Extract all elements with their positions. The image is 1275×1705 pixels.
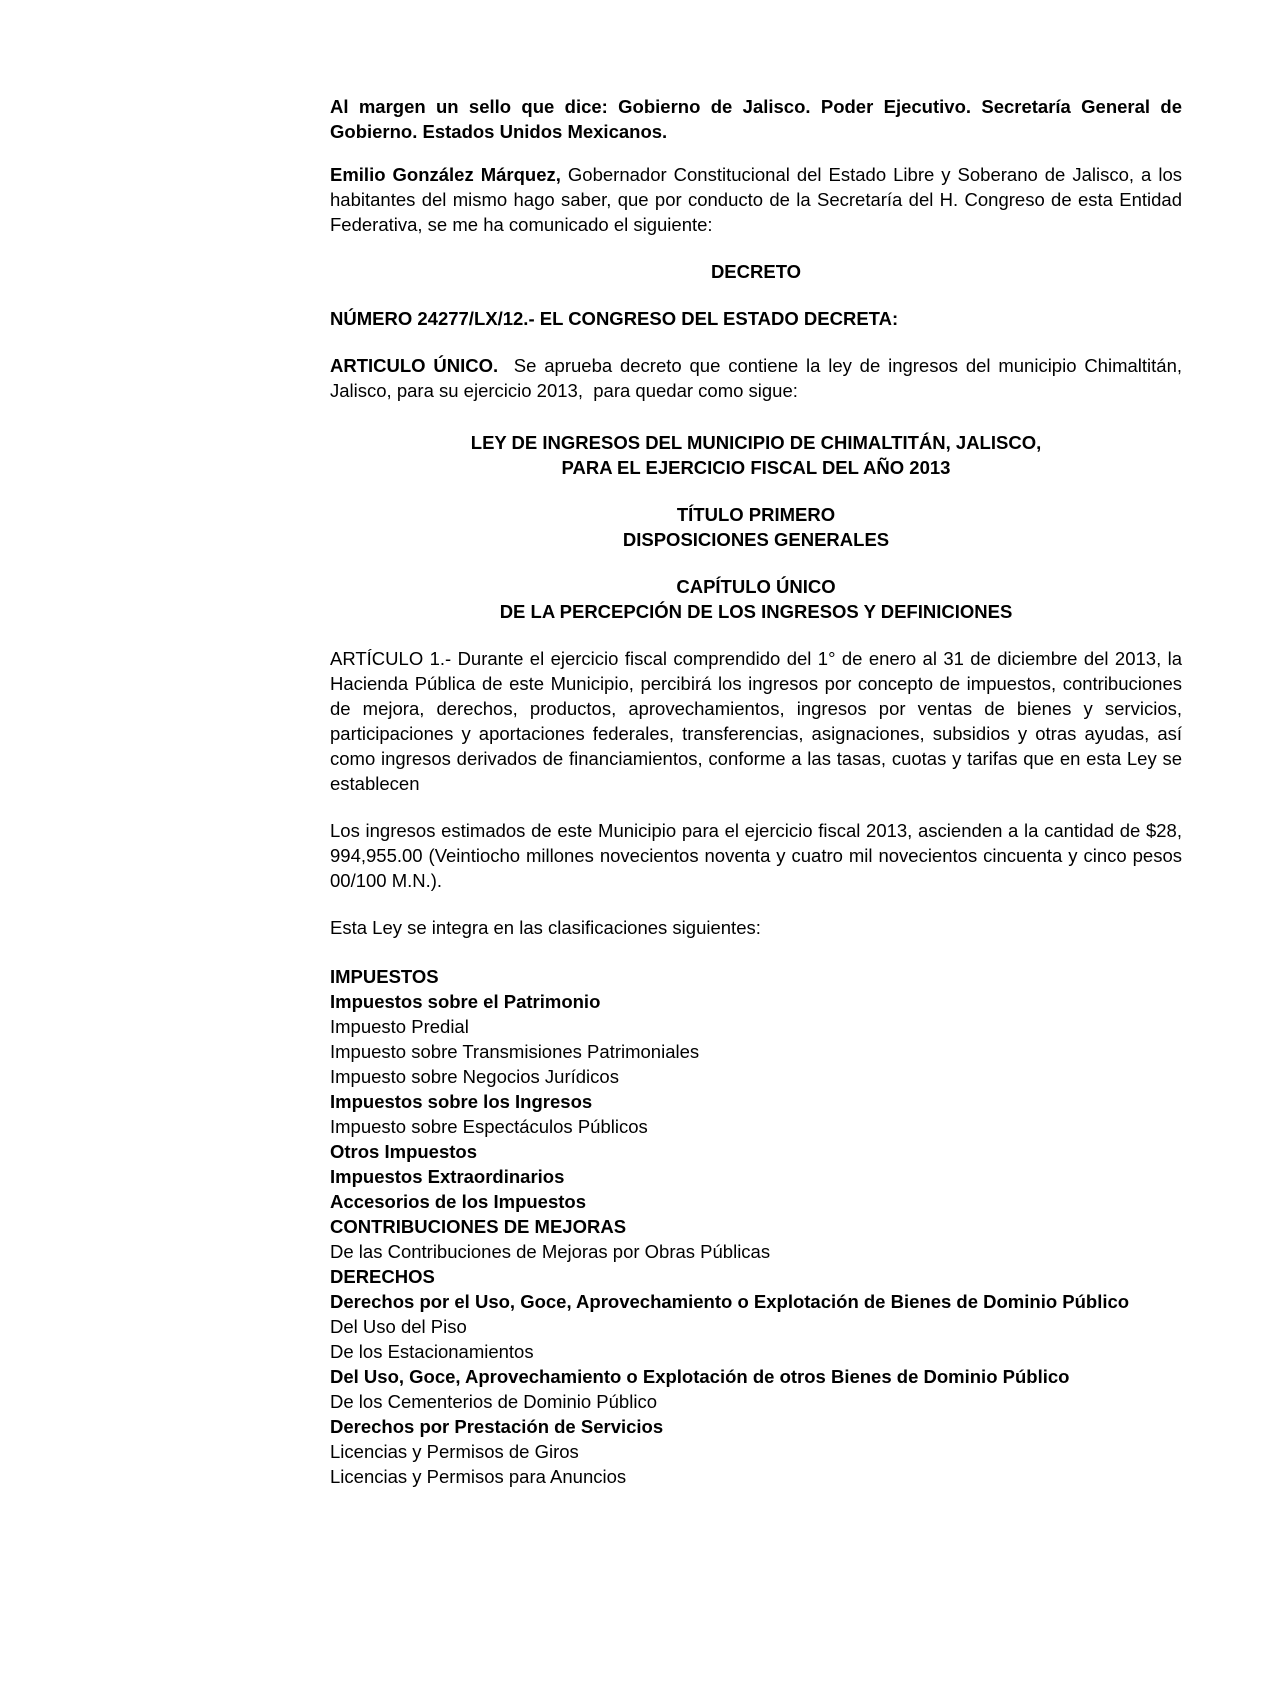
classification-item: Licencias y Permisos de Giros: [330, 1441, 579, 1462]
classification-intro: Esta Ley se integra en las clasificaciones siguientes:: [330, 917, 761, 938]
estimated-income-paragraph: Los ingresos estimados de este Municipio para el ejercicio fiscal 2013, ascienden a la cantidad de $28, 994,955.00 (Veintiocho millones novecientos noventa y cuatro mil novecientos cincuenta y cinco pesos 00/100 M.N.).: [330, 820, 1182, 891]
decree-number: NÚMERO 24277/LX/12.- EL CONGRESO DEL ESTADO DECRETA:: [330, 308, 899, 329]
law-title-line2: PARA EL EJERCICIO FISCAL DEL AÑO 2013: [561, 457, 951, 478]
classification-item: Accesorios de los Impuestos: [330, 1191, 587, 1212]
classification-item: Impuestos sobre los Ingresos: [330, 1091, 593, 1112]
governor-name: Emilio González Márquez,: [330, 164, 561, 185]
classification-item: DERECHOS: [330, 1266, 435, 1287]
governor-text: Gobernador Constitucional del Estado Libre y Soberano de Jalisco, a los habitantes del mismo hago saber, que por conducto de la Secretaría del H. Congreso de esta Entidad Federativa, se me ha comunicado el siguiente:: [330, 164, 1182, 235]
document-page: [330, 94, 1193, 1489]
classification-item: Del Uso, Goce, Aprovechamiento o Explotación de otros Bienes de Dominio Público: [330, 1366, 1070, 1387]
classification-item: De los Estacionamientos: [330, 1341, 534, 1362]
classification-item: Del Uso del Piso: [330, 1316, 467, 1337]
law-title-line1: LEY DE INGRESOS DEL MUNICIPIO DE CHIMALTITÁN, JALISCO,: [470, 432, 1042, 453]
classification-item: Impuesto Predial: [330, 1016, 469, 1037]
classification-item: IMPUESTOS: [330, 966, 439, 987]
classification-item: Impuesto sobre Espectáculos Públicos: [330, 1116, 648, 1137]
title-heading: [330, 502, 1182, 552]
classification-item: Otros Impuestos: [330, 1141, 477, 1162]
classification-item: CONTRIBUCIONES DE MEJORAS: [330, 1216, 627, 1237]
article-unique-paragraph: [330, 353, 1193, 403]
classification-item: Derechos por el Uso, Goce, Aprovechamiento o Explotación de Bienes de Dominio Público: [330, 1291, 1130, 1312]
classification-list: [330, 964, 1182, 1489]
classification-item: Licencias y Permisos para Anuncios: [330, 1466, 627, 1487]
article-unique-label: ARTICULO ÚNICO.: [330, 355, 499, 376]
chapter-line1: CAPÍTULO ÚNICO: [676, 576, 836, 597]
chapter-line2: DE LA PERCEPCIÓN DE LOS INGRESOS Y DEFINICIONES: [499, 601, 1013, 622]
chapter-heading: [330, 574, 1182, 624]
article1-paragraph: ARTÍCULO 1.- Durante el ejercicio fiscal comprendido del 1° de enero al 31 de diciembre del 2013, la Hacienda Pública de este Municipio, percibirá los ingresos por concepto de impuestos, contribuciones de mejora, derechos, productos, aprovechamientos, ingresos por ventas de bienes y servicios, participaciones y aportaciones federales, transferencias, asignaciones, subsidios y otras ayudas, así como ingresos derivados de financiamientos, conforme a las tasas, cuotas y tarifas que en esta Ley se establecen: [330, 648, 1182, 794]
decree-heading: DECRETO: [710, 261, 802, 282]
classification-item: De las Contribuciones de Mejoras por Obras Públicas: [330, 1241, 771, 1262]
governor-paragraph: [330, 162, 1182, 237]
classification-item: Impuestos Extraordinarios: [330, 1166, 565, 1187]
title-line2: DISPOSICIONES GENERALES: [622, 529, 890, 550]
article-unique-text: Se aprueba decreto que contiene la ley de ingresos del municipio Chimaltitán, Jalisco, para su ejercicio 2013, para quedar como sigue:: [330, 355, 1193, 401]
classification-item: Derechos por Prestación de Servicios: [330, 1416, 664, 1437]
classification-item: Impuestos sobre el Patrimonio: [330, 991, 601, 1012]
seal-paragraph: Al margen un sello que dice: Gobierno de Jalisco. Poder Ejecutivo. Secretaría General de Gobierno. Estados Unidos Mexicanos.: [330, 96, 1182, 142]
classification-item: Impuesto sobre Negocios Jurídicos: [330, 1066, 619, 1087]
classification-item: De los Cementerios de Dominio Público: [330, 1391, 657, 1412]
classification-item: Impuesto sobre Transmisiones Patrimoniales: [330, 1041, 700, 1062]
title-line1: TÍTULO PRIMERO: [676, 504, 836, 525]
law-title: [330, 430, 1182, 480]
